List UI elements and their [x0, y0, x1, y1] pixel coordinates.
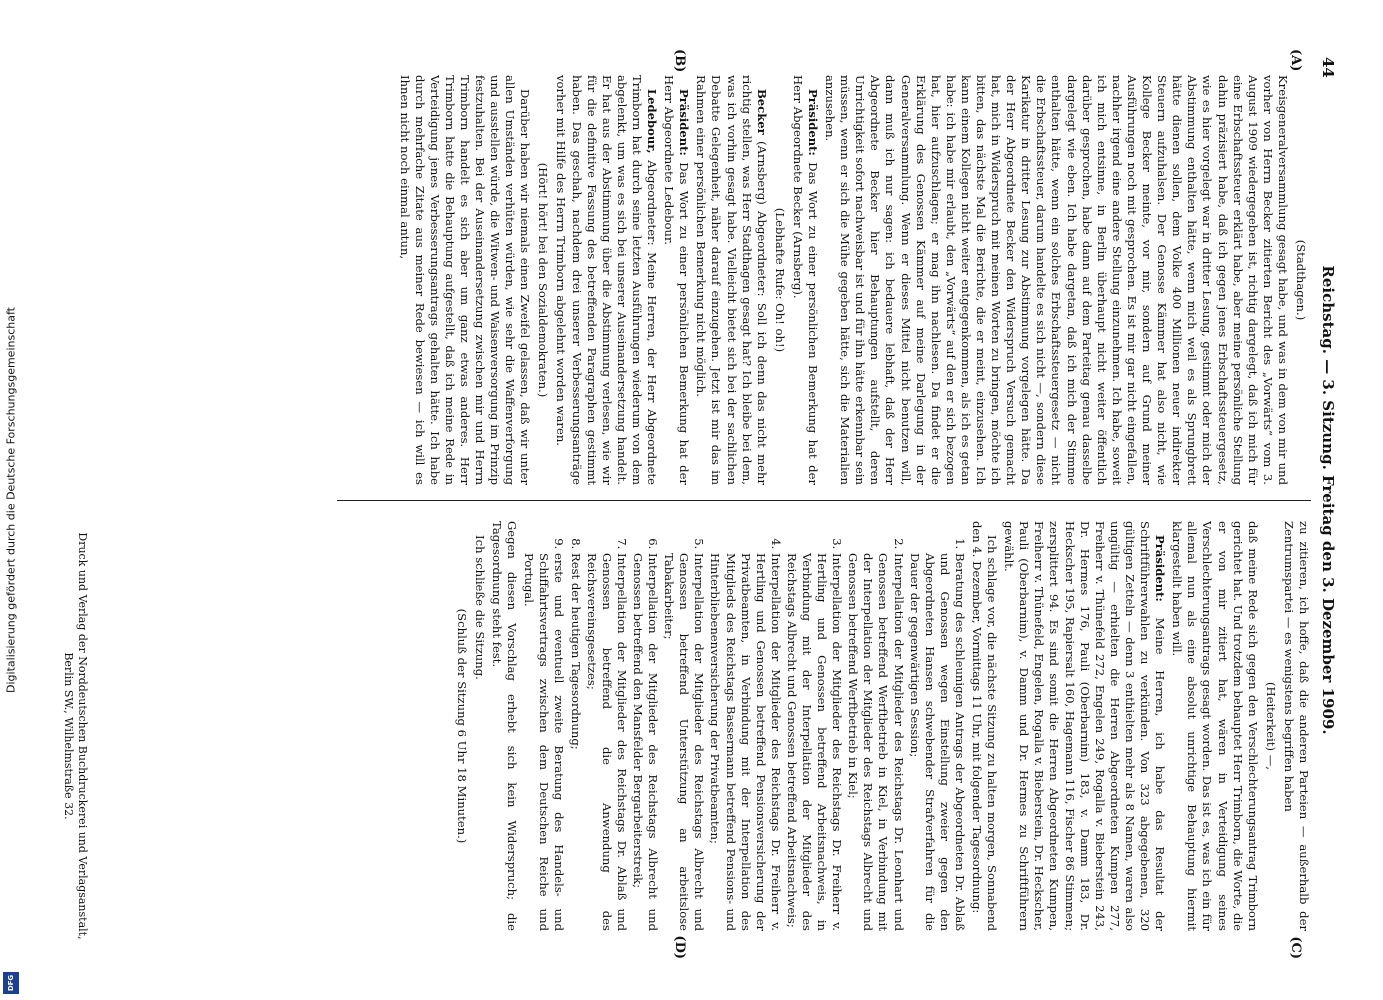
paragraph: daß meine Rede sich gegen den Verschlechterungsantrag Trimborn gerichtet hat. Und trotzdem behauptet Herr Trimborn, die Worte, die er von mir zitiert hat, wären in Verteidigung seines Verschlechterungsantrags gesagt worden. Das ist es, was ich ein für allemal nun als eine absolut unrichtige Behauptung hiermit klargestellt haben will.: [1169, 521, 1260, 931]
imprint-line-1: Druck und Verlag der Norddeutschen Buchdruckerei und Verlagsanstalt,: [75, 532, 89, 940]
paragraph: Ich schließe die Sitzung.: [472, 535, 487, 680]
paragraph: Darüber haben wir niemals einen Zweifel gelassen, daß wir unter allen Umständen verhüten würden, wie sehr die Waffenverforgung und ausstellen würde, die Witwen- und Waisenversorgung im Prinzip festzuhalten. Bei der Auseinandersetzung zwischen mir und Herrn Trimborn handelt es sich aber um ganz etwas anderes. Herr Trimborn hatte die Behauptung aufgestellt, daß ich meine Rede in Verteidigung jenes Verbesserungsantrags gehalten hätte. Ich habe durch mehrfache Zitate aus meiner Rede bewiesen — ich will es Ihnen nicht noch einmal antun,: [397, 75, 532, 485]
margin-marker-c: (C): [1287, 936, 1303, 959]
page-number: 44: [1318, 57, 1337, 78]
digitization-credit: Digitalisierung gefördert durch die Deutsche Forschungsgemeinschaft: [4, 307, 18, 693]
right-column: [57, 521, 1311, 931]
paragraph: Kreisgeneralversammlung gesagt habe, und was in dem von mir und vorher von Herrn Becker zitierten Bericht des „Vorwärts“ vom 3. August 1909 wiedergegeben ist, richtig dargelegt, daß ich mich für eine Erbschaftssteuer erklärt habe, aber meine persönliche Stellung dahin präzisiert habe, daß ich gegen jenes Erbschaftssteuergesetz, wie es hier vorgelegt war in dritter Lesung, gestimmt oder mich der Abstimmung enthalten hätte, wenn mich weil es als Sprungbrett hätte dienen sollen, dem Volke 400 Millionen neuer indirekter Steuern aufzuhalsen. Der Genosse Kämmer hat also nicht, wie Kollege Becker meinte, vor mir, sondern auf Grund meiner Ausführungen noch mit gesprochen. Es ist mir gar nicht eingefallen, nachher irgend eine andere Stellung einzunehmen. Ich habe, soweit ich mich entsinne, in Berlin überhaupt nicht weiter öffentlich darüber gesprochen, habe dann auf dem Parteitag genau dasselbe dargelegt wie eben. Ich habe dargetan, daß ich mich der Stimme enthalten hätte, wenn ein solches Erbschaftssteuergesetz — nicht die Erbschaftssteuer, darum handelte es sich nicht —, sondern diese Karikatur in dritter Lesung zur Abstimmung vorgelegen hätte. Da der Herr Abgeordnete Becker den Widerspruch Versuch gemacht hat, mich in Widerspruch mit meinen Worten zu bringen, möchte ich bitten, das nächste Mal die Berichte, die er meint, einzusehen. Ich kann einem Kollegen nicht weiter entgegenkommen, als ich es getan habe: ich habe mir erlaubt, den „Vorwärts“ auf den er sich bezogen hat, hier aufzuschlagen; er mag ihn nachlesen. Da findet er die Erklärung des Genossen Kämmer auf meine Darlegung in der Generalversammlung. Wenn er dieses Mittel nicht benutzen will, dann muß ich nur sagen: ich bedauere lebhaft, daß der Herr Abgeordnete Becker hier Behauptungen aufstellt, deren Unrichtigkeit sofort nachweisbar ist und für ihn hätte erkennbar sein müssen, wenn er sich die Mühe gegeben hätte, sich die Materialien anzusehen.: [822, 75, 1290, 485]
agenda-item: 2. Interpellation der Mitglieder des Reichstags Dr. Leonhart und Genossen betreffend Werftbetrieb in Kiel, in Verbindung mit der Interpellation der Mitglieder des Reichstags Albrecht und Genossen betreffend Werftbetrieb in Kiel;: [845, 553, 905, 931]
paragraph: Gegen diesen Vorschlag erhebt sich kein Widerspruch; die Tagesordnung steht fest.: [489, 521, 519, 931]
page-header: [1315, 57, 1337, 943]
becker-remark: Becker (Arnsberg) Abgeordneter: Soll ich denn das nicht mehr richtig stellen, was Herr Stadthagen gesagt hat? Ich bleibe bei dem, was ich vorhin gesagt habe. Vielleicht bietet sich bei der sachlichen Debatte Gelegenheit, näher darauf einzugehen. Jetzt ist mir das im Rahmen einer persönlichen Bemerkung nicht möglich.: [693, 75, 769, 485]
president-remark-3: Präsident: Meine Herren, ich habe das Resultat der Schriftführerwahlen zu verkünden. Von 323 abgegebenen, 320 gültigen Zetteln — denn 3 enthielten mehr als 8 Namen, waren also ungültig — erhielten die Herren Abgeordneten Kumpen 277, Freiherr v. Thünefeld 272, Engelen 249, Rogalla v. Bieberstein 243, Dr. Hermes 176, Pauli (Oberbarnim) 183, v. Damm 183, Dr. Heckscher 195, Rapiersalt 160, Hagemann 116, Fischer 86 Stimmen; zersplittert 94. Es sind somit die Herren Abgeordneten Kumpen, Freiherr v. Thünefeld, Engelen, Rogalla v. Bieberstein, Dr. Heckscher, Pauli (Oberbarnim), v. Damm und Dr. Hermes zu Schriftführern gewählt.: [1001, 521, 1167, 931]
imprint-line-2: Berlin SW., Wilhelmstraße 32.: [61, 652, 75, 820]
agenda-item: 9. erste und eventuell zweite Beratung des Handels- und Schiffahrtsvertrags zwischen dem Deutschen Reiche und Portugal.: [521, 553, 566, 931]
left-column: [45, 75, 1311, 485]
margin-marker-a: (A): [1287, 49, 1303, 72]
digitization-credit-bar: [0, 0, 22, 1000]
speaker-tag: (Stadthagen.): [1293, 239, 1308, 321]
margin-marker-d: (D): [671, 935, 687, 959]
stage-direction: (Hört! hört! bei den Sozialdemokraten.): [535, 162, 550, 398]
page-title: Reichstag. — 3. Sitzung. Freitag den 3. Dezember 1909.: [1318, 265, 1337, 735]
ledebour-remark: Ledebour, Abgeordneter: Meine Herren, der Herr Abgeordnete Trimborn hat durch seine letzten Ausführungen wiederum von dem abgelenkt, um was es sich bei unserer Auseinandersetzung handelt. Er hat aus der Abstimmung über die Abstimmung verlesen, wie wir für die definitive Fassung des betreffenden Paragraphen gestimmt haben. Das geschah, nachdem drei unserer Verbesserungsanträge vorher mit Hilfe des Herrn Trimborn abgelehnt worden waren.: [554, 75, 659, 485]
president-remark-2: Präsident: Das Wort zu einer persönlichen Bemerkung hat der Herr Abgeordnete Ledebour.: [661, 75, 691, 485]
stage-direction: (Heiterkeit) —,: [1263, 681, 1278, 770]
agenda-item: 8. Rest der heutigen Tagesordnung;: [567, 553, 582, 931]
printer-imprint: [61, 531, 89, 941]
column-divider: [337, 500, 1311, 501]
document-page: [37, 35, 1347, 965]
agenda-list: [521, 521, 967, 931]
agenda-item: 7. Interpellation der Mitglieder des Reichstags Dr. Ablaß und Genossen betreffend die Anwendung des Reichsvereinsgesetzes;: [583, 553, 628, 931]
margin-marker-b: (B): [671, 49, 687, 73]
stage-direction: (Lebhafte Rufe: Oh! oh!): [772, 207, 787, 353]
agenda-item: 3. Interpellation der Mitglieder des Reichstags Dr. Freiherr v. Hertling und Genossen betreffend Arbeitsnachweis, in Verbindung mit der Interpellation der Mitglieder des Reichstags Albrecht und Genossen betreffend Arbeitsnachweis;: [783, 553, 843, 931]
session-end: (Schluß der Sitzung 6 Uhr 18 Minuten.): [454, 608, 469, 844]
agenda-item: 4. Interpellation der Mitglieder des Reichstags Dr. Freiherr v. Hertling und Genossen betreffend Pensionsversicherung der Privatbeamten, in Verbindung mit der Interpellation des Mitglieds des Reichstags Bassermann betreffend Pensions- und Hinterbliebenenversicherung der Privatbeamten;: [707, 553, 782, 931]
paragraph: zu zitieren, ich hoffe, daß die anderen Parteien — außerhalb der Zentrumspartei — es wenigstens begriffen haben: [1281, 521, 1311, 931]
president-remark-1: Präsident: Das Wort zu einer persönlichen Bemerkung hat der Herr Abgeordnete Becker (Arnsberg).: [790, 75, 820, 485]
agenda-item: 5. Interpellation der Mitglieder des Reichstags Albrecht und Genossen betreffend Unterstützung an arbeitslose Tabakarbeiter;: [661, 553, 706, 931]
agenda-item: 6. Interpellation der Mitglieder des Reichstags Albrecht und Genossen betreffend den Mansfelder Bergarbeiterstreik;: [629, 553, 659, 931]
agenda-item: 1. Beratung des schleunigen Antrags der Abgeordneten Dr. Ablaß und Genossen wegen Einstellung zweier gegen den Abgeordneten Hansen schwebender Strafverfahren für die Dauer der gegenwärtigen Session;: [906, 553, 966, 931]
dfg-logo: DFG: [3, 972, 19, 994]
paragraph: Ich schlage vor, die nächste Sitzung zu halten morgen, Sonnabend den 4. Dezember, Vormittags 11 Uhr, mit folgender Tagesordnung:: [969, 521, 999, 931]
